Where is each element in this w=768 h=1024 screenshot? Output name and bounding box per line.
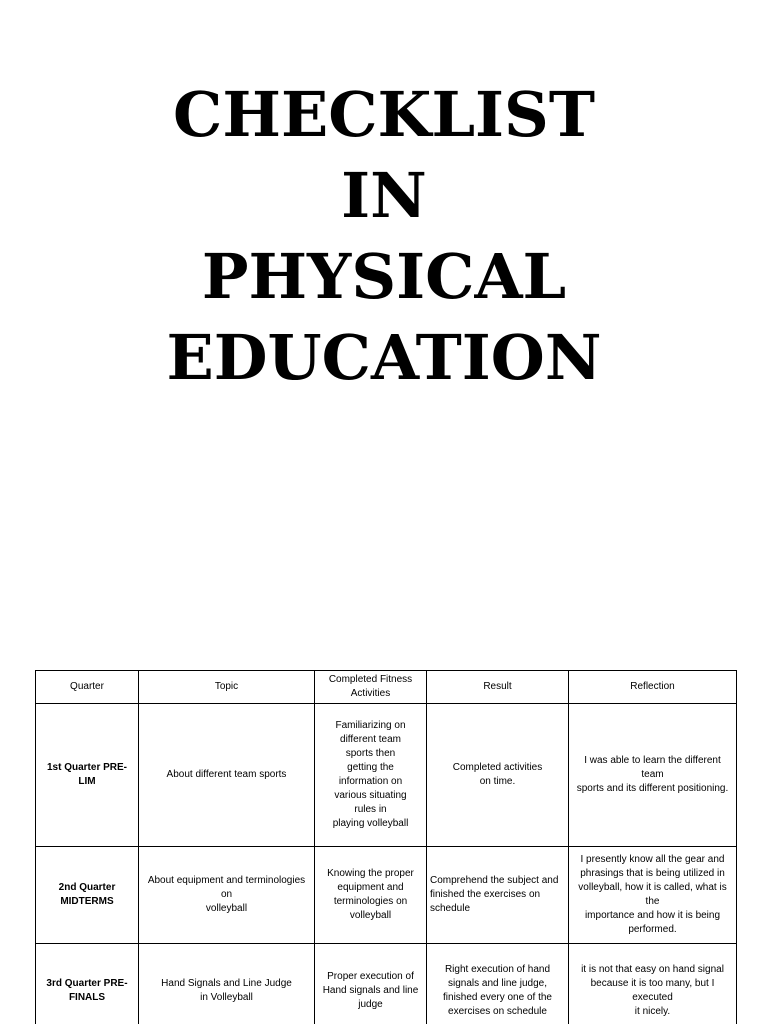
reflection-cell: I presently know all the gear and phrasings that is being utilized in volleyball, how it is called, what is the importance and how it is being performed. <box>569 847 737 944</box>
result-cell: Right execution of hand signals and line judge, finished every one of the exercises on schedule <box>427 944 569 1024</box>
header-quarter: Quarter <box>36 671 139 704</box>
table-row <box>36 944 737 1024</box>
header-result: Result <box>427 671 569 704</box>
table-row <box>36 847 737 944</box>
activities-cell: Familiarizing on different team sports then getting the information on various situating rules in playing volleyball <box>315 704 427 847</box>
header-activities: Completed Fitness Activities <box>315 671 427 704</box>
topic-cell: About equipment and terminologies on volleyball <box>139 847 315 944</box>
document-title <box>0 74 768 398</box>
reflection-cell: I was able to learn the different team sports and its different positioning. <box>569 704 737 847</box>
title-line-4: EDUCATION <box>166 321 602 394</box>
header-topic: Topic <box>139 671 315 704</box>
title-line-2: IN <box>341 159 427 232</box>
quarter-cell: 3rd Quarter PRE- FINALS <box>36 944 139 1024</box>
result-cell: Completed activities on time. <box>427 704 569 847</box>
quarter-cell: 1st Quarter PRE- LIM <box>36 704 139 847</box>
reflection-cell: it is not that easy on hand signal because it is too many, but I executed it nicely. <box>569 944 737 1024</box>
quarter-cell: 2nd Quarter MIDTERMS <box>36 847 139 944</box>
title-line-3: PHYSICAL <box>201 240 567 313</box>
activities-cell: Proper execution of Hand signals and line judge <box>315 944 427 1024</box>
checklist-table <box>35 670 737 1024</box>
table-header-row <box>36 671 737 704</box>
result-cell: Comprehend the subject and finished the exercises on schedule <box>427 847 569 944</box>
topic-cell: Hand Signals and Line Judge in Volleyball <box>139 944 315 1024</box>
title-line-1: CHECKLIST <box>173 78 595 151</box>
activities-cell: Knowing the proper equipment and terminologies on volleyball <box>315 847 427 944</box>
topic-cell: About different team sports <box>139 704 315 847</box>
table-row <box>36 704 737 847</box>
header-reflection: Reflection <box>569 671 737 704</box>
